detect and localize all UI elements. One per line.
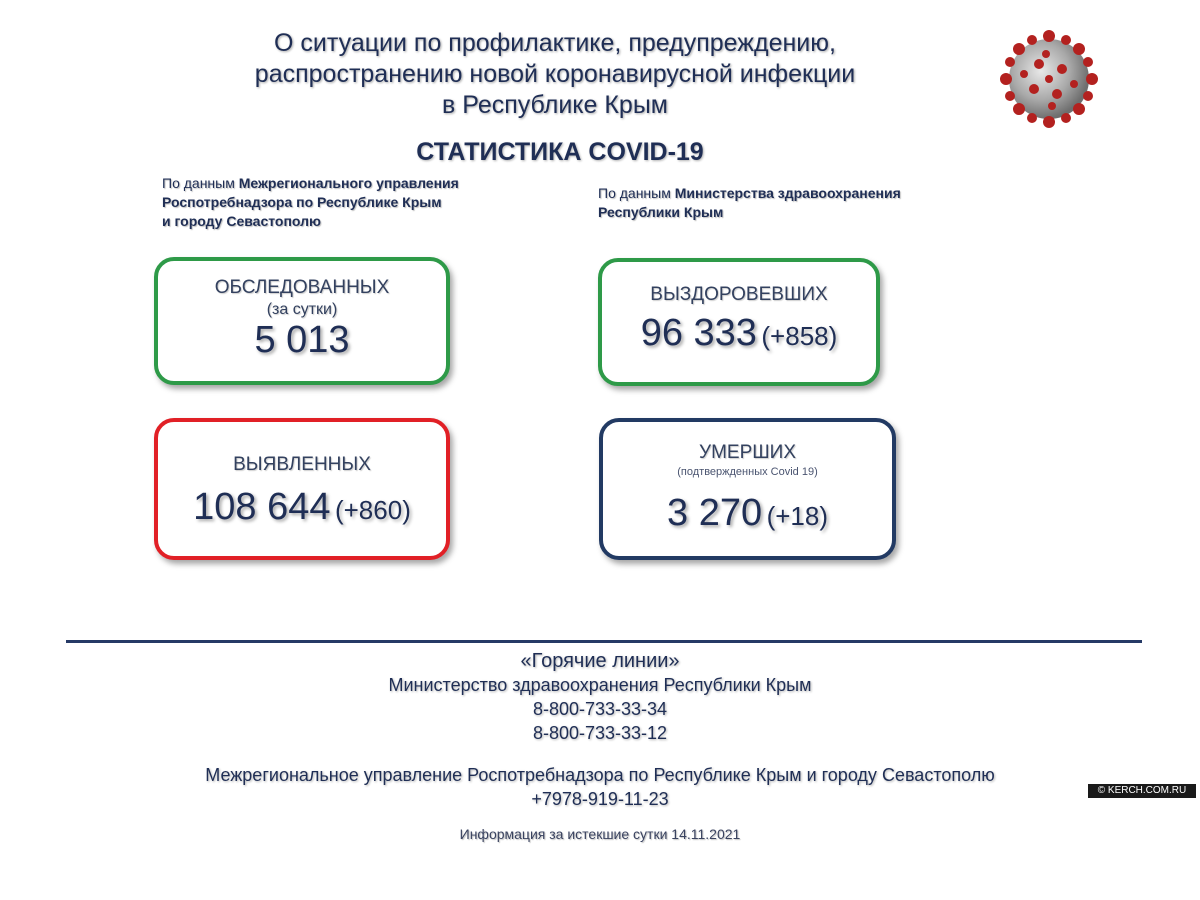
hotline-ministry: Министерство здравоохранения Республики Крым	[388, 675, 812, 695]
tested-label: ОБСЛЕДОВАННЫХ	[214, 277, 390, 298]
hotline-phone-1: 8-800-733-33-34	[532, 699, 668, 719]
source-left-name-2: Роспотребнадзора по Республике Крым	[162, 194, 442, 210]
source-left-name-1: Межрегионального управления	[238, 175, 459, 191]
detected-label: ВЫЯВЛЕННЫХ	[233, 454, 371, 475]
hotlines-title: «Горячие линии»	[520, 650, 680, 672]
source-right	[598, 184, 958, 222]
hotline-phone-3: +7978-919-11-23	[531, 789, 669, 809]
source-left	[162, 174, 522, 231]
tested-sub: (за сутки)	[266, 301, 338, 318]
detected-delta: (+860)	[334, 495, 411, 525]
coronavirus-icon	[994, 24, 1104, 134]
source-left-prefix: По данным	[162, 175, 239, 191]
tested-value: 5 013	[254, 319, 350, 361]
title-line-2: распространению новой коронавирусной инфекции	[254, 60, 856, 88]
died-sub: (подтвержденных Covid 19)	[677, 466, 818, 478]
detected-value: 108 644	[193, 486, 331, 528]
source-right-prefix: По данным	[598, 185, 675, 201]
source-right-name-2: Республики Крым	[598, 204, 724, 220]
divider	[66, 640, 1142, 643]
source-right-name-1: Министерства здравоохранения	[674, 185, 901, 201]
recovered-delta: (+858)	[761, 321, 838, 351]
stats-title: СТАТИСТИКА COVID-19	[416, 138, 704, 166]
died-delta: (+18)	[766, 501, 828, 531]
hotline-phone-2: 8-800-733-33-12	[532, 723, 668, 743]
hotline-rospotreb: Межрегиональное управление Роспотребнадзора по Республике Крым и городу Севастополю	[205, 765, 995, 785]
died-label: УМЕРШИХ	[699, 442, 796, 463]
title-line-3: в Республике Крым	[442, 91, 668, 119]
died-card	[599, 418, 896, 560]
page-title	[230, 28, 880, 121]
source-left-name-3: и городу Севастополю	[162, 213, 321, 229]
detected-card	[154, 418, 450, 560]
recovered-card	[598, 258, 880, 386]
tested-card	[154, 257, 450, 385]
recovered-label: ВЫЗДОРОВЕВШИХ	[650, 284, 828, 305]
died-value: 3 270	[667, 492, 763, 534]
watermark: © KERCH.COM.RU	[1088, 784, 1196, 798]
recovered-value: 96 333	[640, 312, 757, 354]
footer-note: Информация за истекшие сутки 14.11.2021	[459, 826, 741, 842]
title-line-1: О ситуации по профилактике, предупреждению,	[274, 29, 836, 57]
